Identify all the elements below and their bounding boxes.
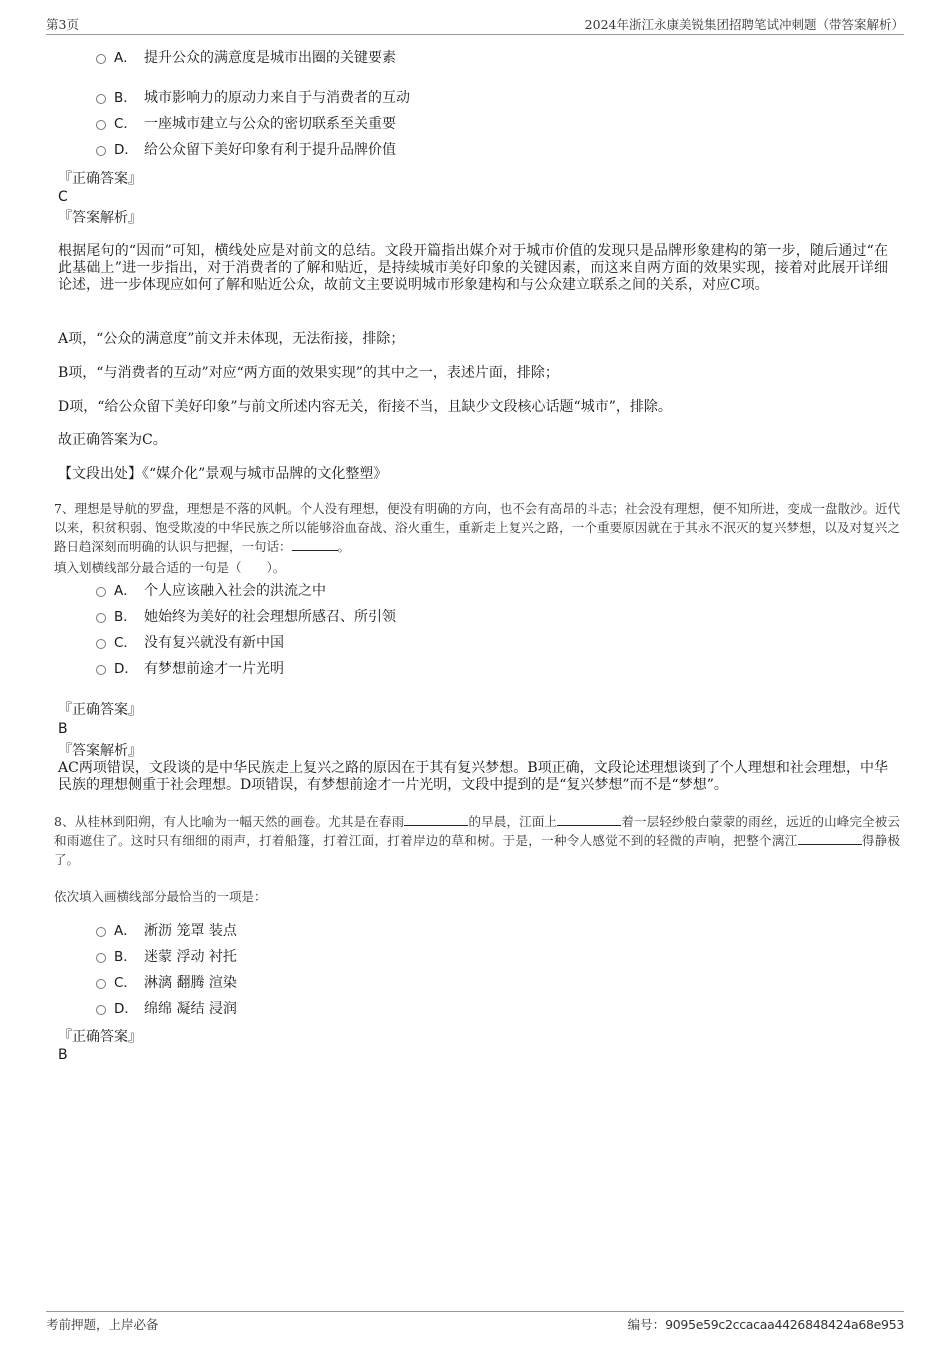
q6-analysis: 根据尾句的“因而”可知，横线处应是对前文的总结。文段开篇指出媒介对于城市价值的发现只是品牌形象建构的第一步，随后通过“在此基础上”进一步指出，对于消费者的了解和贴近，是持续城市美好印象的关键因素，而这来自两方面的效果实现，接着对此展开详细论述，进一步体现应如何了解和贴近公众，故前文主要说明城市形象建构和与公众建立联系之间的关系，对应C项。 [58,243,888,293]
page-number: 第3页 [46,17,79,32]
q7-stem: 7、理想是导航的罗盘，理想是不落的风帆。个人没有理想，便没有明确的方向，也不会有高昂的斗志；社会没有理想，便不知所进，变成一盘散沙。近代以来，积贫积弱、饱受欺凌的中华民族之所以能够浴血奋战、浴火重生，重新走上复兴之路，一个重要原因就在于其永不泯灭的复兴梦想，以及对复兴之路日趋深刻而明确的认识与把握，一句话： 。 [54,501,900,554]
radio-icon[interactable] [96,120,106,130]
q7-analysis: AC两项错误，文段谈的是中华民族走上复兴之路的原因在于其有复兴梦想。B项正确，文段论述理想谈到了个人理想和社会理想，中华民族的理想侧重于社会理想。D项错误，有梦想前途才一片光明，文段中提到的是“复兴梦想”而不是“梦想”。 [58,760,888,793]
radio-icon[interactable] [96,146,106,156]
q6-option-a[interactable]: A． 提升公众的满意度是城市出圈的关键要素 [96,48,396,68]
radio-icon[interactable] [96,979,106,989]
radio-icon[interactable] [96,927,106,937]
fill-blank [557,813,621,826]
radio-icon[interactable] [96,953,106,963]
radio-icon[interactable] [96,94,106,104]
q7-prompt: 填入划横线部分最合适的一句是（ ）。 [54,560,286,575]
q6-option-b[interactable]: B． 城市影响力的原动力来自于与消费者的互动 [96,88,410,108]
q8-option-c[interactable]: C． 淋漓 翻腾 渲染 [96,973,237,993]
q6-answer-label: 『正确答案』 [58,171,142,187]
q6-note-a: A项，“公众的满意度”前文并未体现，无法衔接，排除； [58,331,405,347]
fill-blank [798,832,862,845]
q6-analysis-label: 『答案解析』 [58,210,142,226]
document-code: 编号：9095e59c2ccacaa4426848424a68e953 [627,1317,904,1332]
radio-icon[interactable] [96,639,106,649]
q7-option-b[interactable]: B． 她始终为美好的社会理想所感召、所引领 [96,607,396,627]
q7-answer-label: 『正确答案』 [58,702,142,718]
radio-icon[interactable] [96,613,106,623]
document-title: 2024年浙江永康美锐集团招聘笔试冲刺题（带答案解析） [584,17,904,32]
page-header [46,14,904,35]
q8-stem: 8、从桂林到阳朔，有人比喻为一幅天然的画卷。尤其是在春雨 的早晨，江面上 着一层轻纱般白蒙蒙的雨丝，远近的山峰完全被云和雨遮住了。这时只有细细的雨声，打着船篷，打着江面，打着岸边的草和树。于是，一种令人感觉不到的轻微的声响，把整个漓江 得静极了。 [54,814,900,867]
fill-blank [404,813,468,826]
q7-option-a[interactable]: A． 个人应该融入社会的洪流之中 [96,581,326,601]
radio-icon[interactable] [96,1005,106,1015]
radio-icon[interactable] [96,665,106,675]
page-footer [46,1311,904,1334]
q6-option-d[interactable]: D． 给公众留下美好印象有利于提升品牌价值 [96,140,396,160]
q8-option-d[interactable]: D． 绵绵 凝结 浸润 [96,999,237,1019]
q7-option-c[interactable]: C． 没有复兴就没有新中国 [96,633,284,653]
q7-answer: B [58,721,68,737]
q6-note-d: D项，“给公众留下美好印象”与前文所述内容无关，衔接不当，且缺少文段核心话题“城市”，排除。 [58,399,672,415]
q6-source: 【文段出处】《“媒介化”景观与城市品牌的文化整塑》 [58,466,388,482]
q8-option-a[interactable]: A． 淅沥 笼罩 装点 [96,921,237,941]
q7-analysis-label: 『答案解析』 [58,743,142,759]
radio-icon[interactable] [96,587,106,597]
footer-slogan: 考前押题，上岸必备 [46,1317,159,1332]
q7-option-d[interactable]: D． 有梦想前途才一片光明 [96,659,284,679]
q8-answer: B [58,1047,68,1063]
q6-conclusion: 故正确答案为C。 [58,432,167,448]
radio-icon[interactable] [96,54,106,64]
q8-prompt: 依次填入画横线部分最恰当的一项是： [54,889,267,904]
q8-answer-label: 『正确答案』 [58,1029,142,1045]
q6-option-c[interactable]: C． 一座城市建立与公众的密切联系至关重要 [96,114,396,134]
fill-blank [292,538,338,551]
q6-note-b: B项，“与消费者的互动”对应“两方面的效果实现”的其中之一，表述片面，排除； [58,365,559,381]
q6-answer: C [58,189,68,205]
q8-option-b[interactable]: B． 迷蒙 浮动 衬托 [96,947,237,967]
